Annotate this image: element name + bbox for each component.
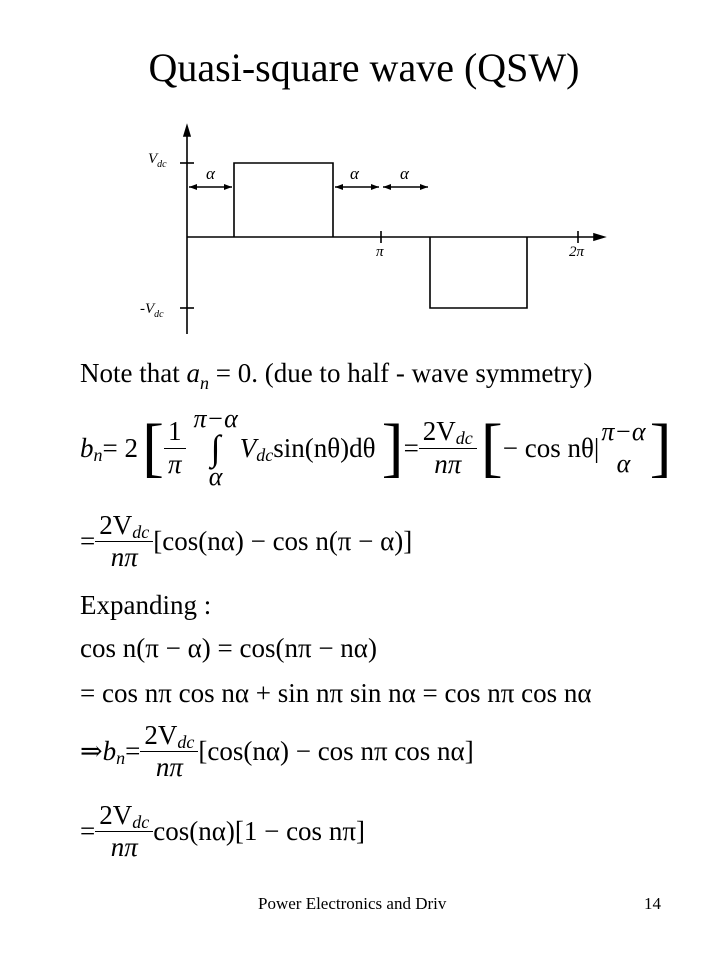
two-pi-label: 2π [569,244,585,260]
y-axis-arrowhead [184,126,190,136]
page-number: 14 [644,894,661,913]
equation-line-8: = $\frac{\text{2Vdc}}{n\pi}$ cos(nα)[1 − cos nπ] [80,800,365,863]
alpha-label-2: α [350,164,359,183]
expanding-label: Expanding : [80,590,212,620]
quasi-square-wave-diagram [0,0,728,340]
equation-line-3: = $\frac{\text{2Vdc}}{n\pi}$ [cos(nα) − cos n(π − α)] [80,510,413,573]
negative-pulse [430,237,527,308]
alpha-label-1: α [206,164,215,183]
neg-vdc-label: $-V_{dc}$ [140,301,164,320]
note-line: Note that $a_n = 0$. (due to half - wave symmetry) [80,358,593,393]
bn-equation: b n = 2 [ $\frac{1}{\pi}$ π−α ∫ α V dc sin(nθ)dθ ] = $\frac{\text{2Vdc}}{n\pi}$ [ − cos nθ| π−α α ] [80,403,672,492]
equation-line-6: = cos nπ cos nα + sin nπ sin nα = cos nπ cos nα [80,678,592,708]
alpha-label-3: α [400,164,409,183]
equation-line-7: ⇒ b n = $\frac{\text{2Vdc}}{n\pi}$ [cos(nα) − cos nπ cos nα] [80,720,474,783]
footer-text: Power Electronics and Driv [258,894,447,913]
vdc-label: $V_{dc}$ [148,151,167,170]
positive-pulse [234,163,333,237]
equation-line-5: cos n(π − α) = cos(nπ − nα) [80,633,377,663]
slide-title: Quasi-square wave (QSW) [148,45,580,90]
x-axis-arrowhead [594,234,604,240]
pi-label: π [376,244,384,260]
